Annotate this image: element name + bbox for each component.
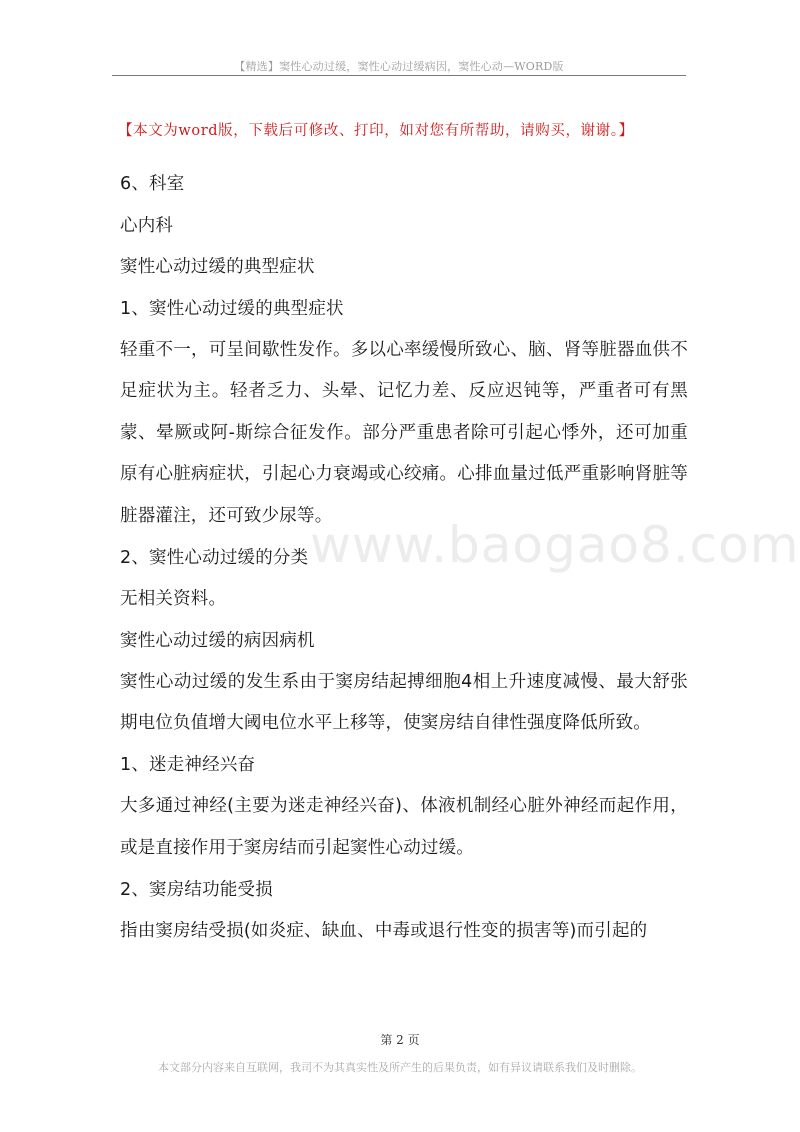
paragraph-etiology: 窦性心动过缓的发生系由于窦房结起搏细胞4相上升速度减慢、最大舒张期电位负值增大阈电位水平上移等，使窦房结自律性强度降低所致。 bbox=[120, 671, 688, 733]
section-heading-etiology: 窦性心动过缓的病因病机 bbox=[120, 630, 315, 651]
header-divider bbox=[112, 75, 686, 76]
subheading-vagus-nerve: 1、迷走神经兴奋 bbox=[120, 755, 256, 775]
footer-disclaimer: 本文部分内容来自互联网，我司不为其真实性及所产生的后果负责，如有异议请联系我们及时删除。 bbox=[158, 1061, 642, 1074]
classification-text: 无相关资料。 bbox=[120, 589, 227, 609]
page-number: 第 2 页 bbox=[380, 1033, 420, 1047]
document-body bbox=[120, 169, 688, 958]
subheading-typical-symptoms: 1、窦性心动过缓的典型症状 bbox=[120, 298, 344, 319]
paragraph-sinus-node-start: 指由窦房结受损(如炎症、缺血、中毒或退行性变的损害等)而引起的 bbox=[120, 921, 648, 941]
paragraph-symptoms: 轻重不一，可呈间歇性发作。多以心率缓慢所致心、脑、肾等脏器血供不足症状为主。轻者乏力、头晕、记忆力差、反应迟钝等，严重者可有黑蒙、晕厥或阿-斯综合征发作。部分严重患者除可引起心悸外，还可加重原有心脏病症状，引起心力衰竭或心绞痛。心排血量过低严重影响肾脏等脏器灌注，还可致少尿等。 bbox=[120, 339, 688, 526]
section-number-heading: 6、科室 bbox=[120, 174, 185, 194]
paragraph-vagus-nerve: 大多通过神经(主要为迷走神经兴奋)、体液机制经心脏外神经而起作用，或是直接作用于窦房结而引起窦性心动过缓。 bbox=[120, 796, 688, 858]
subheading-sinus-node-dysfunction: 2、窦房结功能受损 bbox=[120, 879, 273, 900]
word-version-notice: 【本文为word版，下载后可修改、打印，如对您有所帮助，请购买，谢谢。】 bbox=[118, 123, 634, 139]
department-value: 心内科 bbox=[120, 215, 174, 236]
watermark: www.baogao8.com bbox=[310, 516, 800, 574]
document-header: 【精选】窦性心动过缓，窦性心动过缓病因，窦性心动—WORD版 bbox=[234, 60, 564, 73]
section-heading-typical-symptoms: 窦性心动过缓的典型症状 bbox=[120, 257, 315, 277]
subheading-classification: 2、窦性心动过缓的分类 bbox=[120, 547, 309, 568]
